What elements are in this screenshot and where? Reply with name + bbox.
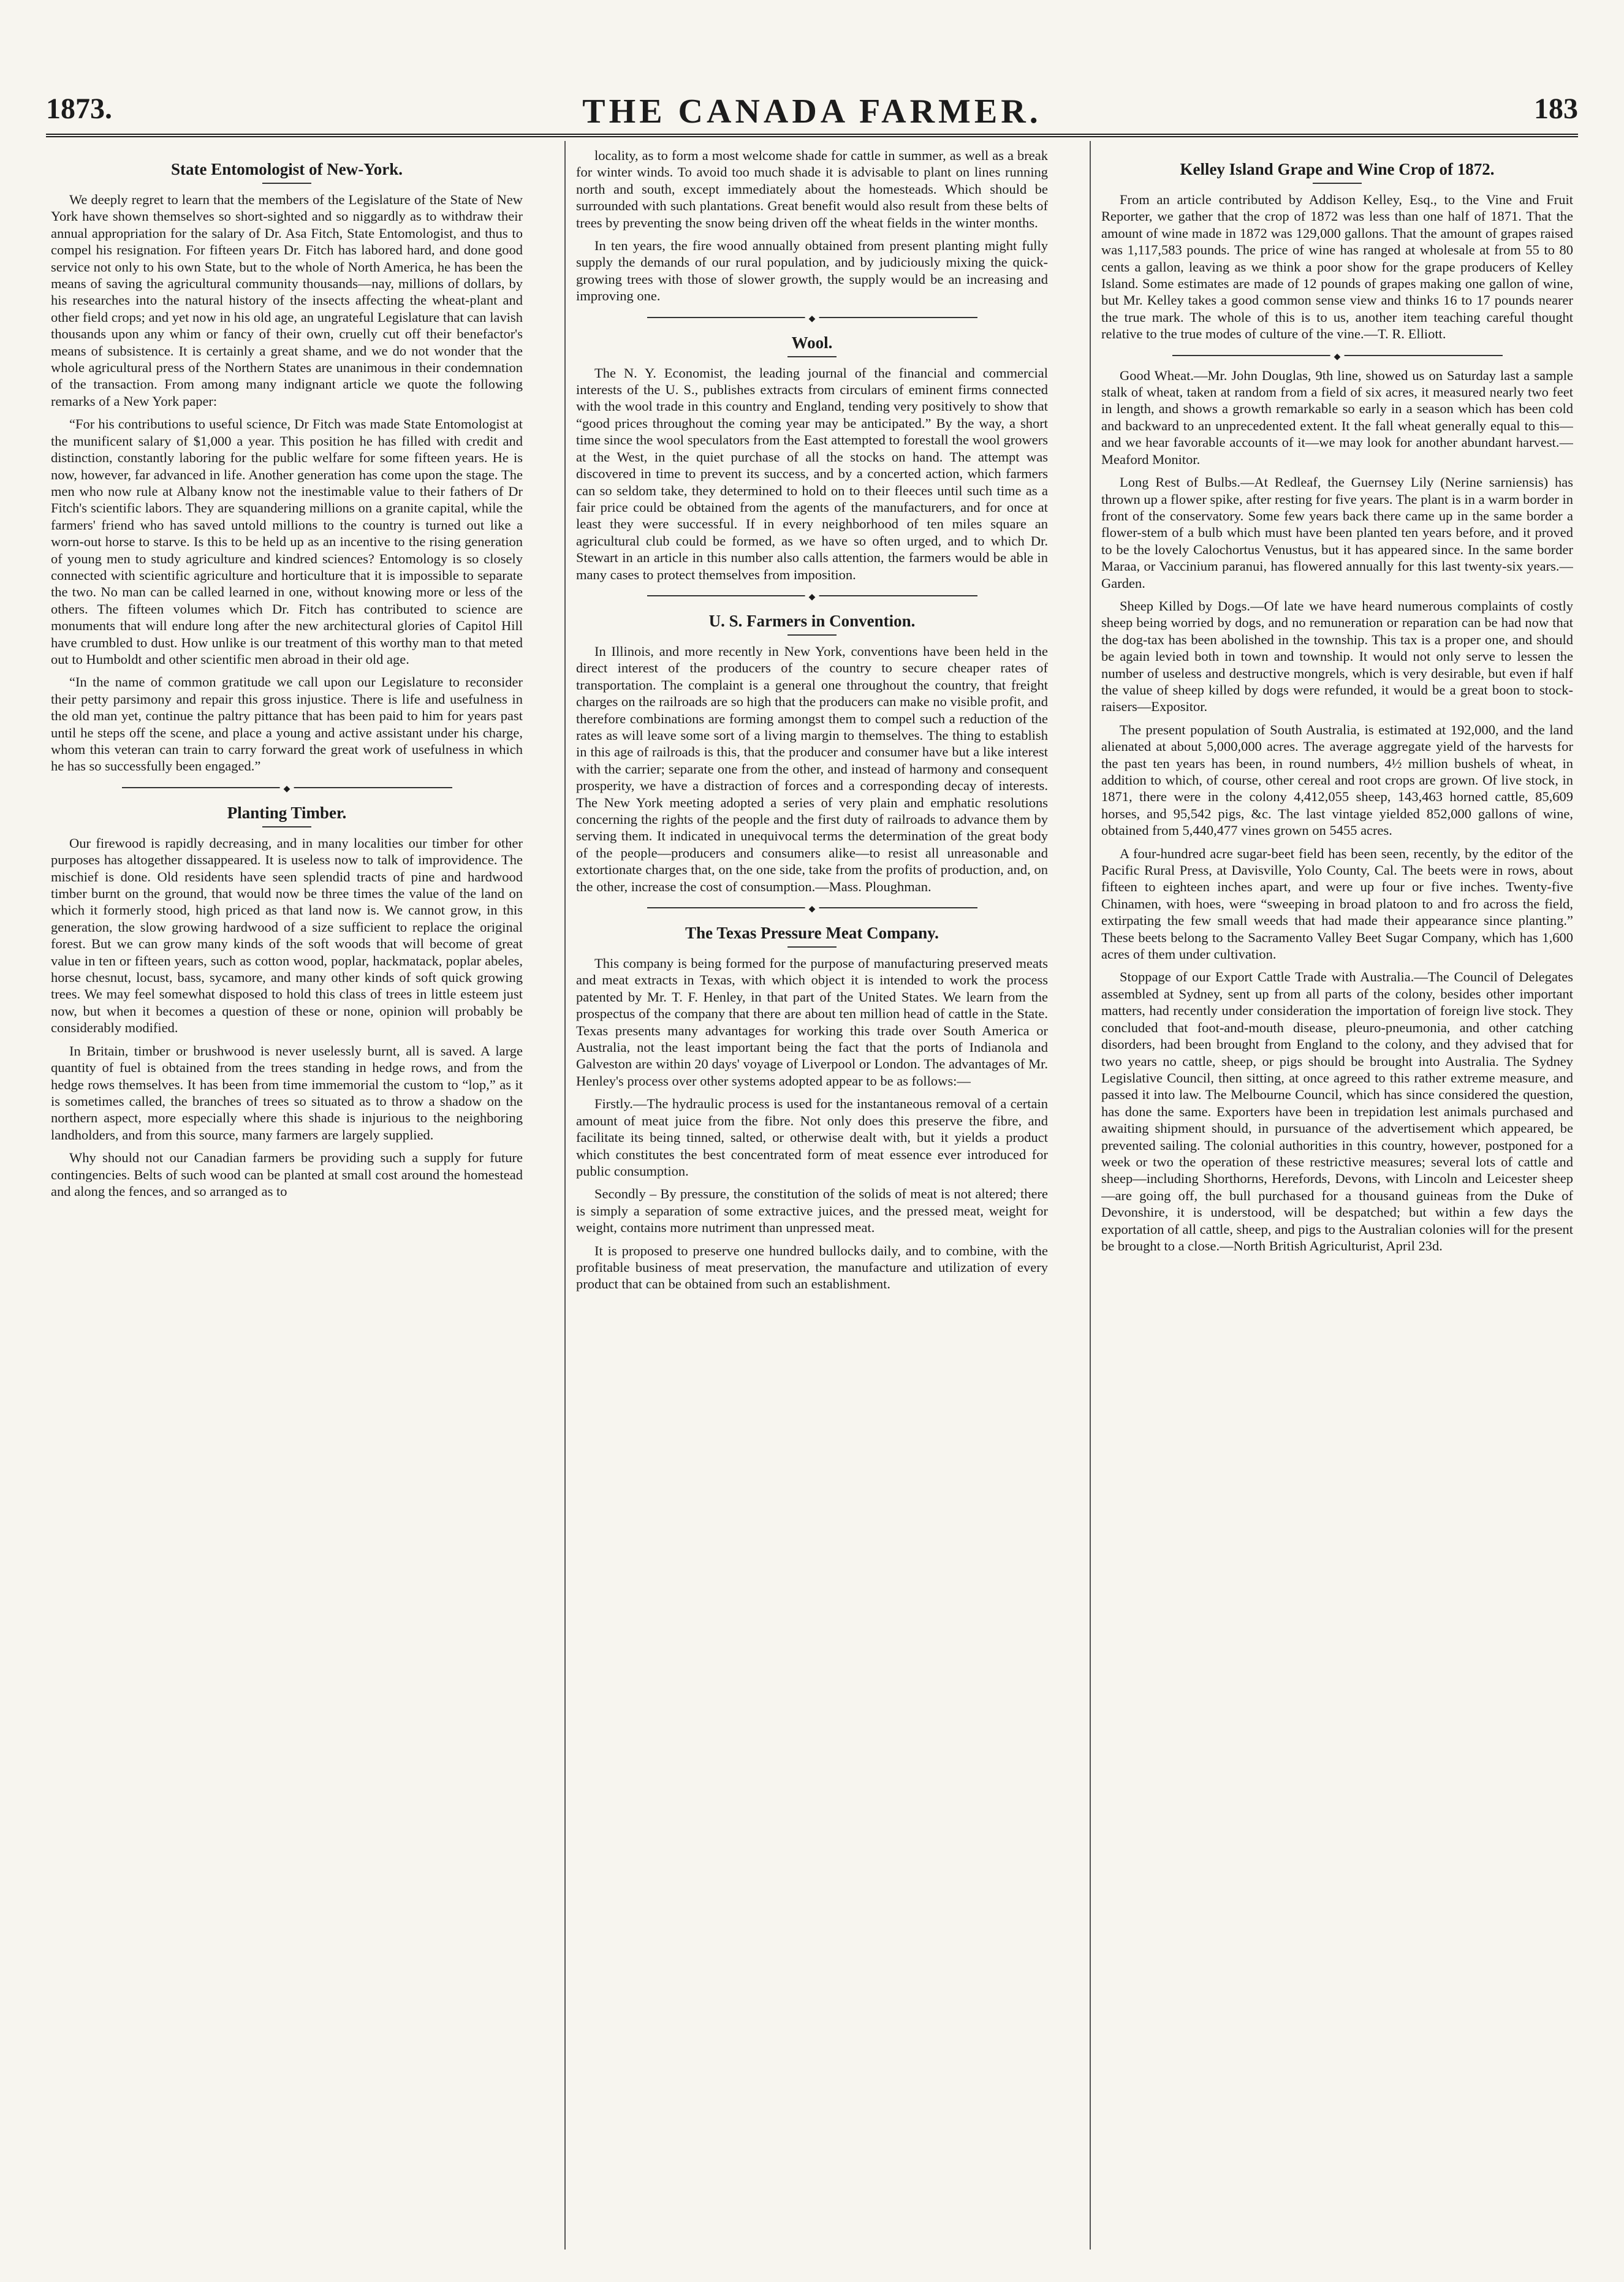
- article-paragraph: locality, as to form a most welcome shade for cattle in summer, as well as a break for winter winds. To avoid too much shade it is advisable to plant on lines running north and south, except immediately about the homesteads. Which should be surrounded with such plantations. Great benefit would also result from these belts of trees by preventing the snow being driven off the wheat fields in the winter months.: [576, 148, 1048, 230]
- article-heading: State Entomologist of New-York.: [171, 160, 403, 178]
- article-paragraph: In Illinois, and more recently in New York, conventions have been held in the direct interest of the producers of the country to secure cheaper rates of transportation. The complaint is a general one throughout the country, that freight charges on the railroads are so high that the producers can make no visible profit, and therefore combinations are forming amongst them to compel such a reduction of the rates as will leave some sort of a living margin to themselves. The thing to establish in this age of railroads is this, that the producer and consumer have but a like interest with the carrier; separate one from the other, and instead of harmony and consequent prosperity, we have a distraction of forces and a corresponding decay of interests. The New York meeting adopted a series of very plain and emphatic resolutions concerning the rights of the people and the first duty of railroads to advance them by serving them. It indicated in unequivocal terms the determination of the great body of the people—producers and consumers alike—to resist all unreasonable and extortionate charges that, on the one side, take from the profits of production, and, on the other, increase the cost of consumption.—Mass. Ploughman.: [576, 643, 1048, 894]
- article-paragraph: We deeply regret to learn that the members of the Legislature of the State of New York have shown themselves so short-sighted and so niggardly as to withdraw their annual appropriation for the salary of Dr. Asa Fitch, State Entomologist, and thus to compel his resignation. For fifteen years Dr. Fitch has labored hard, and done good service not only to his own State, but to the whole of North America, he has been the means of saving the agricultural community thousands—nay, millions of dollars, by his researches into the natural history of the insects affecting the wheat-plant and other field crops; and yet now in his old age, an ungrateful Legislature that can lavish thousands upon any whim or fancy of their own, cruelly cut off their benefactor's means of subsistence. It is certainly a great shame, and we do not wonder that the whole agricultural press of the Northern States are unanimous in their condemnation of the transaction. From among many indignant article we quote the following remarks of a New York paper:: [51, 192, 523, 409]
- article-paragraph: Long Rest of Bulbs.—At Redleaf, the Guernsey Lily (Nerine sarniensis) has thrown up a flower spike, after resting for five years. The plant is in a warm border in front of the conservatory. Some few years back there came up in the same border a flower-stem of a bulb which must have been planted ten years before, and it proved to be the lovely Calochortus Venustus, but it has appeared since. In the same border Maraa, or Vaccinium paranui, has flowered annually for this last twenty-six years.—Garden.: [1101, 474, 1573, 591]
- article-paragraph: Good Wheat.—Mr. John Douglas, 9th line, showed us on Saturday last a sample stalk of wheat, taken at random from a field of six acres, it measured nearly two feet in length, and shows a growth remarkable so early in a season which has been cold and backward to an unprecedented extent. It the fall wheat generally equal to this—and we hear favorable accounts of it—we may look for another abundant harvest.—Meaford Monitor.: [1101, 367, 1573, 467]
- article-paragraph: From an article contributed by Addison Kelley, Esq., to the Vine and Fruit Reporter, we gather that the crop of 1872 was less than one half of 1871. That the amount of wine made in 1872 was 129,000 gallons. That the amount of grapes raised was 1,117,583 pounds. The price of wine has ranged at wholesale at from 55 to 80 cents a gallon, leaving as we think a poor show for the grape producers of Kelley Island. Some estimates are made of 12 pounds of grapes making one gallon of wine, but Mr. Kelley takes a good common sense view and thinks 16 to 17 pounds nearer the true mark. The whole of this is to us, another item teaching careful thought relative to the true modes of culture of the vine.—T. R. Elliott.: [1101, 192, 1573, 342]
- article-paragraph: The present population of South Australia, is estimated at 192,000, and the land alienated at about 5,000,000 acres. The average aggregate yield of the harvests for the past ten years has been, in round numbers, 4½ million bushels of wheat, in addition to which, of course, other cereal and root crops are grown. Of live stock, in 1871, there were in the colony 4,412,055 sheep, 143,463 horned cattle, 85,609 horses, and 95,542 pigs, &c. The last vintage yielded 852,000 gallons of wine, obtained from 5,440,477 vines grown on 5455 acres.: [1101, 721, 1573, 839]
- article-paragraph: Why should not our Canadian farmers be providing such a supply for future contingencies. Belts of such wood can be planted at small cost around the homestead and along the fences, and so arranged as to: [51, 1150, 523, 1199]
- article-paragraph: Stoppage of our Export Cattle Trade with Australia.—The Council of Delegates assembled at Sydney, sent up from all parts of the colony, besides other important matters, had recently under consideration the importation of foreign live stock. They concluded that foot-and-mouth disease, pleuro-pneumonia, and other catching disorders, had been brought from England to the colony, and they advised that for two years no cattle, sheep, or pigs should be brought into Australia. The Sydney Legislative Council, then sitting, at once agreed to this rather extreme measure, and passed it into law. The Melbourne Council, which has since considered the question, has done the same. Exporters have been in trepidation lest animals purchased and awaiting shipment should, in pursuance of the advertisement which appeared, be prevented sailing. The colonial authorities in this country, however, postponed for a week or two the operation of these restrictive measures; several lots of cattle and sheep—including Shorthorns, Herefords, Devons, with Lincoln and Leicester sheep—are going off, the bull purchased for a thousand guineas from the Duke of Devonshire, it is understood, will be despatched; but within a few days the exportation of all cattle, sheep, and pigs to the Australian colonies will for the present be brought to a close.—North British Agriculturist, April 23d.: [1101, 969, 1573, 1253]
- article-paragraph: Secondly – By pressure, the constitution of the solids of meat is not altered; there is simply a separation of some extractive juices, and the pressed meat, weight for weight, contains more nutriment than unpressed meat.: [576, 1186, 1048, 1236]
- article-heading: Kelley Island Grape and Wine Crop of 1872.: [1180, 160, 1495, 178]
- divider: [787, 356, 837, 357]
- divider: [787, 946, 837, 948]
- article-heading: Wool.: [791, 333, 833, 352]
- article-paragraph: Sheep Killed by Dogs.—Of late we have heard numerous complaints of costly sheep being worried by dogs, and no remuneration or reparation can be had now that the dog-tax has been abolished in the township. This tax is a proper one, and should be again levied both in town and township. It would not only serve to lessen the number of useless and destructive mongrels, which is very desirable, but even if half the value of sheep killed by dogs were refunded, it would be a great boon to stock-raisers—Expositor.: [1101, 598, 1573, 715]
- article-paragraph: The N. Y. Economist, the leading journal of the financial and commercial interests of the U. S., publishes extracts from circulars of eminent firms connected with the wool trade in this country and England, tending very positively to show that “good prices throughout the coming year may be anticipated.” By the way, a short time since the wool speculators from the East attempted to forestall the wool growers at the West, in the quiet purchase of all the stocks on hand. The attempt was discovered in time to prevent its success, and by a concerted action, which farmers can so seldom take, they determined to hold on to their fleeces until such time as a fair price could be obtained from the agents of the manufacturers, and for once at least they were successful. If in every neighborhood of ten miles square an agricultural club could be formed, as we have so often urged, and to which Dr. Stewart in an article in this number also calls attention, the farmers would be able in many cases to protect themselves from imposition.: [576, 365, 1048, 582]
- divider: [262, 183, 311, 184]
- article-paragraph: This company is being formed for the purpose of manufacturing preserved meats and meat extracts in Texas, with which object it is intended to work the process patented by Mr. T. F. Henley, in that part of the United States. We learn from the prospectus of the company that there are about ten million head of cattle in the State. Texas presents many advantages for working this trade over South America or Australia, not the least important being the fact that the ports of Indianola and Galveston are within 20 days' voyage of Liverpool or London. The advantages of Mr. Henley's process over other systems adopted appear to be as follows:—: [576, 956, 1048, 1089]
- divider: [122, 787, 452, 791]
- divider: [647, 317, 977, 321]
- article-paragraph: Firstly.—The hydraulic process is used for the instantaneous removal of a certain amount of meat juice from the fibre. Not only does this preserve the fibre, and facilitate its being tinned, salted, or otherwise dealt with, but it yields a product which constitutes the best concentrated form of meat essence ever introduced for public consumption.: [576, 1096, 1048, 1179]
- divider: [1313, 183, 1362, 184]
- page-number: 183: [1534, 93, 1578, 125]
- column-1: [51, 147, 523, 2243]
- newspaper-title: THE CANADA FARMER.: [582, 93, 1042, 131]
- article-paragraph: In ten years, the fire wood annually obtained from present planting might fully supply the demands of our rural population, and by judiciously mixing the quick-growing trees with those of slower growth, the supply would be an increasing and improving one.: [576, 238, 1048, 304]
- article-paragraph: In Britain, timber or brushwood is never uselessly burnt, all is saved. A large quantity of fuel is obtained from the trees standing in hedge rows, and from the hedge rows themselves. It has been from time immemorial the custom to “lop,” as it is sometimes called, the branches of trees so situated as to throw a shadow on the northern aspect, more especially where this shade is injurious to the neighboring landholders, and from this source, many farmers are largely supplied.: [51, 1043, 523, 1143]
- divider: [787, 634, 837, 636]
- divider: [647, 595, 977, 599]
- column-rule: [1090, 141, 1091, 2250]
- column-2: [576, 147, 1048, 2243]
- column-rule: [564, 141, 566, 2250]
- article-heading: The Texas Pressure Meat Company.: [685, 924, 939, 943]
- divider: [262, 826, 311, 827]
- article-paragraph: Our firewood is rapidly decreasing, and in many localities our timber for other purposes has altogether dissappeared. It is useless now to talk of improvidence. The mischief is done. Old residents have seen splendid tracts of pine and hardwood timber burnt on the ground, that would now be three times the value of the land on which it formerly stood, high priced as that land now is. We cannot grow, in this generation, the slow growing hardwood of a size sufficient to replace the original forest. But we can grow many kinds of the soft woods that will become of great value in ten or fifteen years, such as cotton wood, poplar, hackmatack, poplar abeles, horse chesnut, locust, bass, sycamore, and many other kinds of soft quick growing trees. We may feel somewhat disposed to hold this class of trees in little esteem just now, but when it becomes a question of these or none, opinion will probably be considerably modified.: [51, 835, 523, 1036]
- article-paragraph: “For his contributions to useful science, Dr Fitch was made State Entomologist at the munificent salary of $1,000 a year. This position he has filled with credit and distinction, constantly laboring for the public welfare for some fifteen years. He is now, however, far advanced in life. Another generation has come upon the stage. The men who now rule at Albany know not the inestimable value to their fathers of Dr Fitch's scientific labors. They are squandering millions on a granite capital, while the farmers' friend who has saved untold millions to the country is turned out like a worn-out horse to starve. Is this to be held up as an incentive to the rising generation of young men to study agriculture and kindred sciences? Entomology is so closely connected with scientific agriculture and horticulture that it is impossible to separate the two. No man can be called learned in one, without knowing more or less of the others. The fifteen volumes which Dr. Fitch has contributed to science are monuments that will endure long after the new architectural glories of Capitol Hill have crumbled to dust. How unlike is our treatment of this worthy man to that meted out to Humboldt and other scientific men abroad in their old age.: [51, 416, 523, 667]
- column-3: [1101, 147, 1573, 2243]
- divider: [647, 907, 977, 911]
- issue-year: 1873.: [46, 93, 112, 125]
- article-heading: Planting Timber.: [227, 803, 347, 822]
- article-heading: U. S. Farmers in Convention.: [708, 611, 916, 630]
- masthead-rule: [46, 134, 1578, 137]
- article-paragraph: A four-hundred acre sugar-beet field has been seen, recently, by the editor of the Pacific Rural Press, at Davisville, Yolo County, Cal. The beets were in rows, about fifteen to eighteen inches apart, and were up four or five inches. Twenty-five Chinamen, with hoes, were “sweeping in broad platoon to and fro across the field, extirpating the few small weeds that had made their appearance since planting.” These beets belong to the Sacramento Valley Beet Sugar Company, which has 1,600 acres of them under cultivation.: [1101, 845, 1573, 962]
- article-paragraph: “In the name of common gratitude we call upon our Legislature to reconsider their petty parsimony and repair this gross injustice. There is life and usefulness in the old man yet, continue the paltry pittance that has been paid to him for years past until he steps off the scene, and place a young and active assistant under his charge, whom this veteran can train to carry forward the great work of usefulness in which he has so successfully been engaged.”: [51, 674, 523, 774]
- divider: [1172, 355, 1503, 359]
- article-paragraph: It is proposed to preserve one hundred bullocks daily, and to combine, with the profitable business of meat preservation, the manufacture and utilization of every product that can be obtained from such an establishment.: [576, 1242, 1048, 1292]
